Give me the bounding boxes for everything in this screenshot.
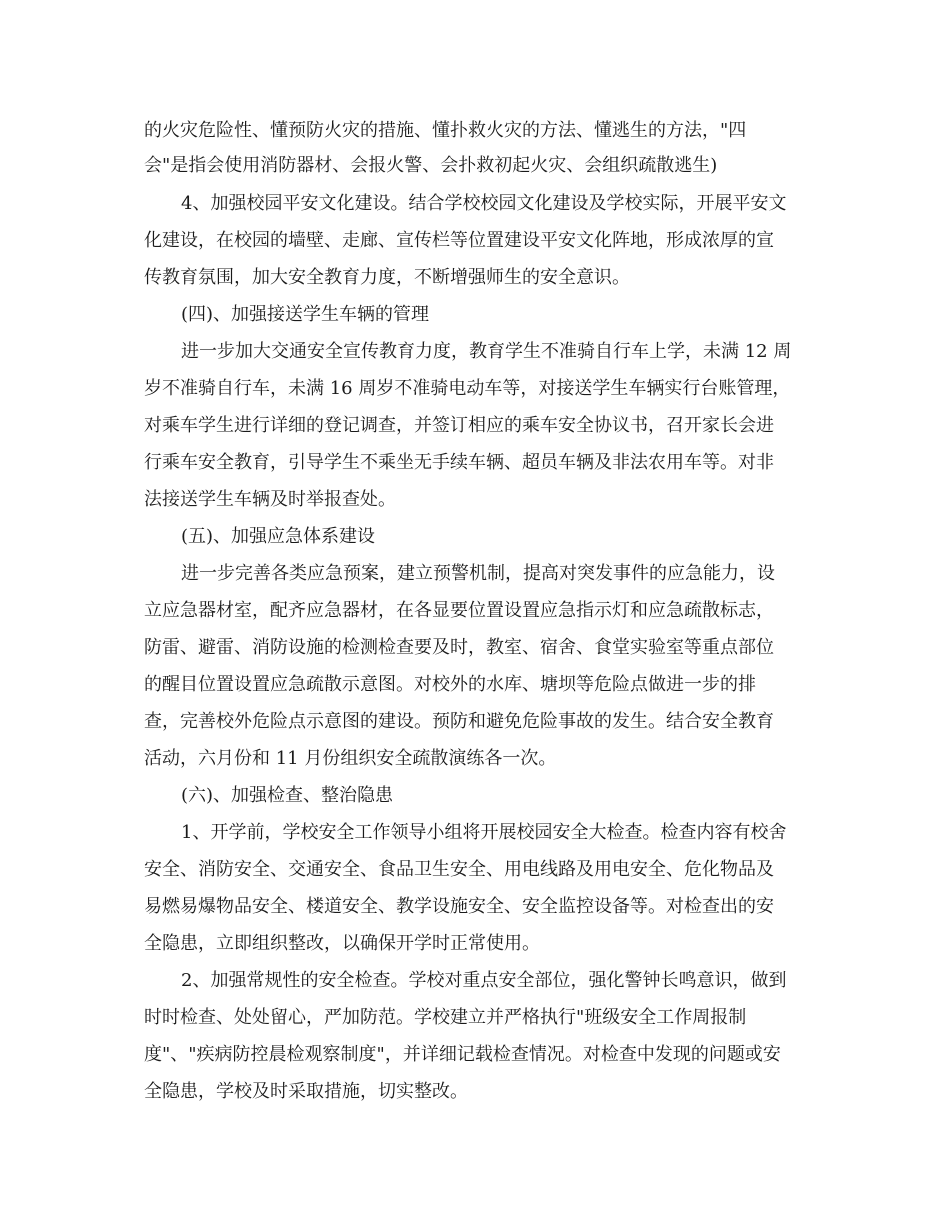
paragraph-line: 岁不准骑自行车，未满 16 周岁不准骑电动车等，对接送学生车辆实行台账管理， [144, 378, 791, 399]
paragraph-line: 时时检查、处处留心，严加防范。学校建立并严格执行"班级安全工作周报制 [144, 1007, 747, 1028]
paragraph-line: 防雷、避雷、消防设施的检测检查要及时，教室、宿舍、食堂实验室等重点部位 [144, 637, 774, 658]
paragraph-line: 安全、消防安全、交通安全、食品卫生安全、用电线路及用电安全、危化物品及 [144, 859, 774, 880]
paragraph-line: 4、加强校园平安文化建设。结合学校校园文化建设及学校实际，开展平安文 [181, 193, 787, 214]
paragraph-line: 进一步完善各类应急预案，建立预警机制，提高对突发事件的应急能力，设 [181, 563, 775, 584]
paragraph-line: 1、开学前，学校安全工作领导小组将开展校园安全大检查。检查内容有校舍 [181, 822, 787, 843]
section-heading: (六)、加强检查、整治隐患 [181, 785, 394, 806]
paragraph-line: 全隐患，立即组织整改，以确保开学时正常使用。 [144, 933, 540, 954]
paragraph-line: 进一步加大交通安全宣传教育力度，教育学生不准骑自行车上学，未满 12 周 [181, 341, 792, 362]
paragraph-line: 对乘车学生进行详细的登记调查，并签订相应的乘车安全协议书，召开家长会进 [144, 415, 774, 436]
paragraph-line: 查，完善校外危险点示意图的建设。预防和避免危险事故的发生。结合安全教育 [144, 711, 774, 732]
paragraph-line: 度"、"疾病防控晨检观察制度"，并详细记载检查情况。对检查中发现的问题或安 [144, 1044, 781, 1065]
paragraph-line: 2、加强常规性的安全检查。学校对重点安全部位，强化警钟长鸣意识，做到 [181, 970, 787, 991]
paragraph-line: 传教育氛围，加大安全教育力度，不断增强师生的安全意识。 [144, 267, 630, 288]
paragraph-line: 活动，六月份和 11 月份组织安全疏散演练各一次。 [144, 748, 557, 769]
paragraph-line: 全隐患，学校及时采取措施，切实整改。 [144, 1081, 468, 1102]
section-heading: (四)、加强接送学生车辆的管理 [181, 304, 430, 325]
section-heading: (五)、加强应急体系建设 [181, 526, 376, 547]
paragraph-line: 化建设，在校园的墙壁、走廊、宣传栏等位置建设平安文化阵地，形成浓厚的宣 [144, 230, 774, 251]
paragraph-line: 的火灾危险性、懂预防火灾的措施、懂扑救火灾的方法、懂逃生的方法，"四 [144, 120, 747, 141]
paragraph-line: 立应急器材室，配齐应急器材，在各显要位置设置应急指示灯和应急疏散标志， [144, 600, 774, 621]
paragraph-line: 法接送学生车辆及时举报查处。 [144, 489, 396, 510]
paragraph-line: 的醒目位置设置应急疏散示意图。对校外的水库、塘坝等危险点做进一步的排 [144, 674, 756, 695]
paragraph-line: 易燃易爆物品安全、楼道安全、教学设施安全、安全监控设备等。对检查出的安 [144, 896, 774, 917]
paragraph-line: 会"是指会使用消防器材、会报火警、会扑救初起火灾、会组织疏散逃生) [144, 155, 718, 176]
paragraph-line: 行乘车安全教育，引导学生不乘坐无手续车辆、超员车辆及非法农用车等。对非 [144, 452, 774, 473]
